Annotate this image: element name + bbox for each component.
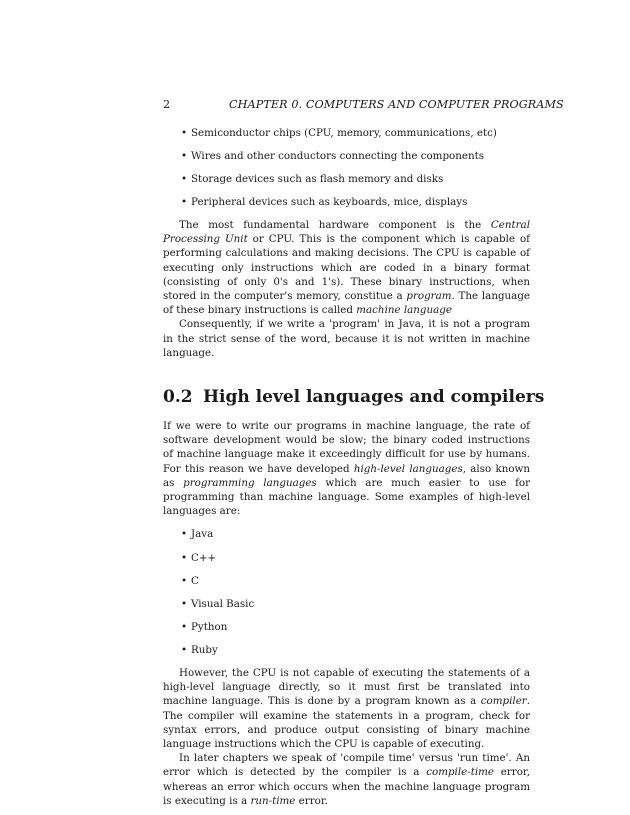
emphasis-program: program <box>406 290 452 303</box>
emphasis-compile-time: compile-time <box>426 766 495 779</box>
section-heading <box>163 387 545 408</box>
list-item <box>163 574 530 588</box>
page-number: 2 <box>163 98 171 111</box>
list-item-text: Wires and other conductors connecting the components <box>191 150 485 162</box>
bullet-icon: • <box>181 643 188 656</box>
section-title: High level languages and compilers <box>203 387 545 408</box>
list-item <box>163 643 530 657</box>
list-item <box>163 527 530 541</box>
text-run: . The compiler will examine the statements in a program, check for syntax errors, and produce output consisting of binary machine language instructions which the CPU is capable of executing. <box>163 695 530 751</box>
text-run: error, whereas an error which occurs when the machine language program is executing is a <box>163 766 530 807</box>
emphasis-programming-languages: programming languages <box>183 476 317 489</box>
bullet-icon: • <box>181 150 188 162</box>
paragraph-compile-time <box>163 751 530 808</box>
bullet-icon: • <box>181 173 188 185</box>
bullet-icon: • <box>181 127 188 139</box>
text-run: In later chapters we speak of 'compile time' versus 'run time'. An error which is detected by the compiler is a <box>163 752 530 779</box>
section-number: 0.2 <box>163 387 193 408</box>
text-run: The most fundamental hardware component is the <box>179 219 491 231</box>
list-item-text: C++ <box>191 551 217 564</box>
bullet-icon: • <box>181 551 188 564</box>
hardware-list <box>163 126 530 209</box>
language-list <box>163 527 530 657</box>
emphasis-high-level: high-level languages <box>353 462 463 475</box>
bullet-icon: • <box>181 620 188 633</box>
text-run: However, the CPU is not capable of executing the statements of a high-level language directly, so it must first be translated into machine language. This is done by a program known as a <box>163 667 530 708</box>
text-run: . The language of these binary instructions is called <box>163 290 530 317</box>
paragraph-consequently: Consequently, if we write a 'program' in Java, it is not a program in the strict sense of the word, because it is not written in machine language. <box>163 318 530 359</box>
paragraph-high-level <box>163 419 530 518</box>
list-item-text: Semiconductor chips (CPU, memory, communications, etc) <box>191 127 497 139</box>
emphasis-compiler: compiler <box>480 695 527 708</box>
paragraph-compiler <box>163 666 530 751</box>
list-item <box>163 620 530 634</box>
list-item <box>163 172 530 186</box>
bullet-icon: • <box>181 196 188 208</box>
list-item <box>163 597 530 611</box>
text-run: , also known as <box>163 462 530 489</box>
bullet-icon: • <box>181 528 188 541</box>
bullet-icon: • <box>181 597 188 610</box>
list-item-text: Java <box>191 528 214 541</box>
paragraph-cpu <box>163 218 530 317</box>
chapter-title: CHAPTER 0. COMPUTERS AND COMPUTER PROGRAMS <box>229 98 564 111</box>
text-run: or CPU. This is the component which is capable of performing calculations and making decisions. The CPU is capable of executing only instructions which are coded in a binary format (consisting of only 0's and 1's). These binary instructions, when stored in the computer's memory, constitue a <box>163 233 530 303</box>
bullet-icon: • <box>181 574 188 587</box>
list-item-text: Python <box>191 620 228 633</box>
list-item <box>163 551 530 565</box>
emphasis-machine-language: machine language <box>356 304 452 317</box>
text-run: If we were to write our programs in machine language, the rate of software development would be slow; the binary coded instructions of machine language make it exceedingly difficult for use by humans. For this reason we have developed <box>163 420 530 475</box>
list-item-text: C <box>191 574 199 587</box>
list-item-text: Peripheral devices such as keyboards, mice, displays <box>191 196 468 208</box>
text-run: error. <box>295 794 328 807</box>
running-header <box>163 98 564 112</box>
list-item <box>163 195 530 209</box>
list-item <box>163 149 530 163</box>
emphasis-run-time: run-time <box>250 794 296 807</box>
page-body <box>163 124 545 808</box>
list-item-text: Visual Basic <box>191 597 255 610</box>
list-item-text: Storage devices such as flash memory and disks <box>191 173 444 185</box>
text-run: which are much easier to use for programming than machine language. Some examples of high-level languages are: <box>163 476 531 518</box>
list-item <box>163 126 530 140</box>
list-item-text: Ruby <box>191 643 218 656</box>
emphasis-cpu: Central Processing Unit <box>163 219 530 246</box>
